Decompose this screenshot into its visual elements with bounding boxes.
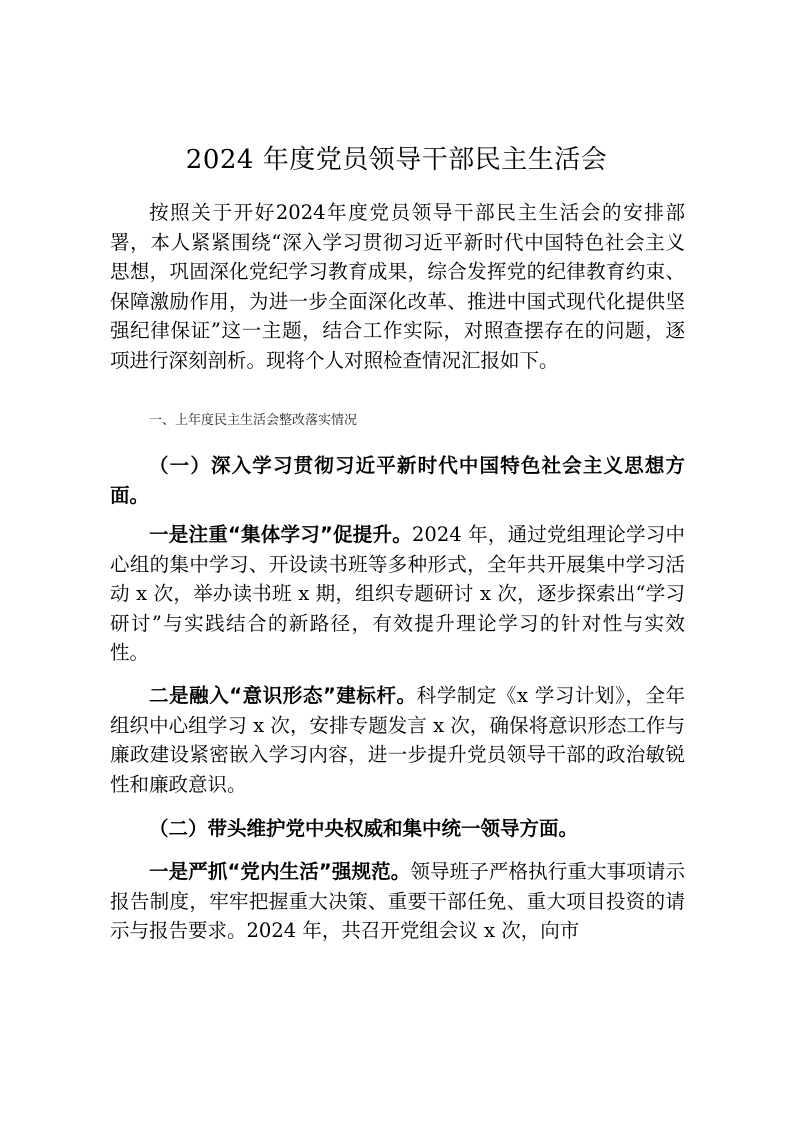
item-2-lead: 二是融入“意识形态”建标杆。 bbox=[149, 684, 417, 707]
item-3-text: 领导班子严格执行重大事项请示报告制度，牢牢把握重大决策、重要干部任免、重大项目投资的请示与报告要求。2024 年，共召开党组会议 x 次，向市 bbox=[110, 860, 685, 942]
paragraph-item-2 bbox=[110, 681, 685, 799]
intro-paragraph: 按照关于开好2024年度党员领导干部民主生活会的安排部署，本人紧紧围绕“深入学习贯彻习近平新时代中国特色社会主义思想，巩固深化党纪学习教育成果，综合发挥党的纪律教育约束、保障激励作用，为进一步全面深化改革、推进中国式现代化提供坚强纪律保证”这一主题，结合工作实际，对照查摆存在的问题，逐项进行深刻剖析。现将个人对照检查情况汇报如下。 bbox=[110, 201, 685, 372]
document-title: 2024 年度党员领导干部民主生活会 bbox=[185, 145, 608, 175]
item-2-text: 科学制定《x 学习计划》，全年组织中心组学习 x 次，安排专题发言 x 次，确保将意识形态工作与廉政建设紧密嵌入学习内容，进一步提升党员领导干部的政治敏锐性和廉政意识。 bbox=[110, 684, 685, 796]
item-3-lead: 一是严抓“党内生活”强规范。 bbox=[149, 860, 411, 883]
paragraph-item-3 bbox=[110, 857, 685, 946]
sub-heading-1: （一）深入学习贯彻习近平新时代中国特色社会主义思想方面。 bbox=[110, 454, 685, 507]
section-heading-1: 一、上年度民主生活会整改落实情况 bbox=[149, 413, 358, 428]
sub-heading-2: （二）带头维护党中央权威和集中统一领导方面。 bbox=[149, 817, 579, 840]
item-1-lead: 一是注重“集体学习”促提升。 bbox=[149, 523, 413, 546]
paragraph-item-1 bbox=[110, 520, 685, 668]
item-1-text: 2024 年，通过党组理论学习中心组的集中学习、开设读书班等多种形式，全年共开展集中学习活动 x 次，举办读书班 x 期，组织专题研讨 x 次，逐步探索出“学习研讨”与实践结合的新路径，有效提升理论学习的针对性与实效性。 bbox=[110, 523, 685, 664]
